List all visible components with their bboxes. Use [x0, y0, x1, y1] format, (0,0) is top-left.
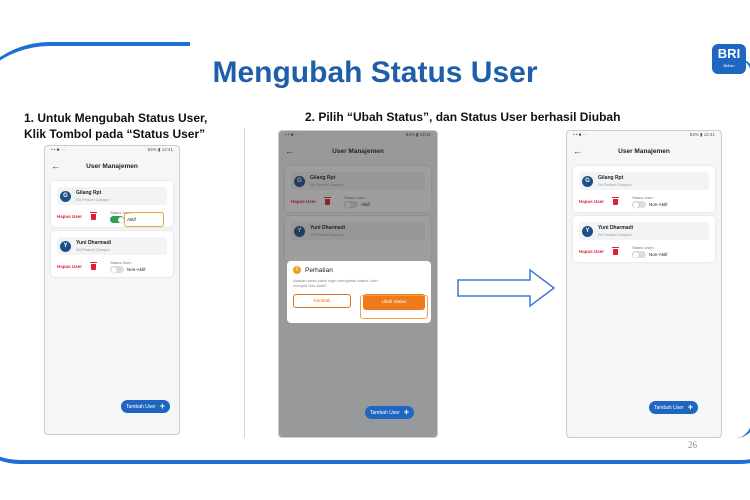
add-user-label: Tambah User: [126, 403, 156, 410]
status-label: Status User :: [344, 195, 368, 200]
slide-title: Mengubah Status User: [212, 56, 538, 89]
step-1-line-1: 1. Untuk Mengubah Status User,: [24, 111, 208, 125]
status-text: Aktif: [127, 217, 136, 222]
user-name: Gilang Rpt: [76, 190, 102, 196]
user-role: Sri Pedoel Campur: [598, 232, 632, 237]
user-name: Yuni Dharmadi: [598, 225, 634, 231]
app-bar: [567, 140, 721, 162]
user-info: [57, 237, 167, 255]
user-info: [57, 187, 167, 205]
add-user-button[interactable]: [649, 401, 698, 414]
trash-icon[interactable]: [91, 264, 96, 270]
status-toggle[interactable]: [110, 266, 124, 273]
user-card: [573, 216, 715, 262]
trash-icon[interactable]: [91, 214, 96, 220]
add-user-label: Tambah User: [654, 404, 684, 411]
cancel-button[interactable]: Kembali: [293, 294, 351, 308]
status-right: 84% ▮ 14:41: [405, 132, 431, 137]
status-left: • • ■ ···: [285, 132, 300, 137]
back-arrow-icon[interactable]: ←: [285, 146, 294, 156]
user-card: [573, 166, 715, 212]
add-user-button[interactable]: [121, 400, 170, 413]
status-toggle[interactable]: [632, 201, 646, 208]
user-role: Sri Pedoel Campur: [310, 182, 344, 187]
step-2-instruction: 2. Pilih “Ubah Status”, dan Status User berhasil Diubah: [305, 110, 621, 124]
warning-icon: !: [293, 266, 301, 274]
avatar: Y: [60, 241, 71, 252]
delete-user-button[interactable]: Hapus User: [291, 199, 317, 204]
avatar: Y: [582, 226, 593, 237]
divider: [244, 128, 245, 438]
user-role: Sri Pedoel Campur: [76, 247, 110, 252]
back-arrow-icon[interactable]: ←: [51, 161, 60, 171]
phone-screen-3: [566, 130, 722, 438]
status-label: Status User :: [110, 260, 134, 265]
page-number: 26: [688, 440, 697, 450]
status-text: Non-Aktif: [127, 267, 146, 272]
add-user-button[interactable]: [365, 406, 414, 419]
change-status-button[interactable]: Ubah Status: [363, 294, 425, 310]
avatar: G: [582, 176, 593, 187]
logo-subtext: Brilian: [723, 63, 735, 68]
user-info: [579, 222, 709, 240]
status-bar: [567, 131, 721, 140]
status-bar: [45, 146, 179, 155]
phone-screen-2: [278, 130, 438, 438]
toggle-highlight: [124, 212, 164, 227]
add-user-label: Tambah User: [370, 409, 400, 416]
app-bar: [45, 155, 179, 177]
phone-screen-1: [44, 145, 180, 435]
step-1-line-2: Klik Tombol pada “Status User”: [24, 127, 206, 141]
avatar: G: [60, 191, 71, 202]
user-role: Sri Pedoel Campur: [598, 182, 632, 187]
status-right: 84% ▮ 14:41: [689, 132, 715, 137]
user-name: Gilang Rpt: [310, 175, 336, 181]
back-arrow-icon[interactable]: ←: [573, 146, 582, 156]
status-text: Non-Aktif: [649, 252, 668, 257]
status-left: • • ■ ···: [51, 147, 66, 152]
status-label: Status User :: [632, 195, 656, 200]
plus-icon: +: [159, 401, 165, 411]
user-name: Gilang Rpt: [598, 175, 624, 181]
plus-icon: +: [687, 402, 693, 412]
trash-icon[interactable]: [613, 249, 618, 255]
dialog-title: Perhatian: [305, 266, 333, 274]
logo-text: BRI: [717, 46, 741, 61]
status-text: Aktif: [361, 202, 370, 207]
user-name: Yuni Dharmadi: [76, 240, 112, 246]
status-label: Status User :: [632, 245, 656, 250]
user-card: [51, 181, 173, 227]
status-right: 84% ▮ 14:41: [147, 147, 173, 152]
user-role: Sri Pedoel Campur: [310, 232, 344, 237]
status-left: • • ■ ···: [573, 132, 588, 137]
trash-icon[interactable]: [613, 199, 618, 205]
user-role: Sri Pedoel Campur: [76, 197, 110, 202]
right-arrow-icon: [456, 268, 556, 308]
status-toggle[interactable]: [110, 216, 124, 223]
delete-user-button[interactable]: Hapus User: [57, 264, 83, 269]
delete-user-button[interactable]: Hapus User: [57, 214, 83, 219]
app-title: User Manajemen: [618, 147, 670, 155]
user-info: [579, 172, 709, 190]
app-title: User Manajemen: [332, 147, 384, 155]
dialog-message: Apakah anda yakin ingin mengubah status User menjadi Non-Aktif?: [293, 278, 378, 288]
avatar: Y: [294, 226, 305, 237]
status-label: Status User :: [110, 210, 134, 215]
decorative-curve: [736, 58, 750, 438]
status-text: Non-Aktif: [649, 202, 668, 207]
plus-icon: +: [403, 407, 409, 417]
delete-user-button[interactable]: Hapus User: [579, 249, 605, 254]
confirm-highlight: [360, 295, 428, 319]
step-1-instruction: [24, 110, 207, 142]
status-toggle[interactable]: [632, 251, 646, 258]
app-title: User Manajemen: [86, 162, 138, 170]
user-card: [51, 231, 173, 277]
user-name: Yuni Dharmadi: [310, 225, 346, 231]
delete-user-button[interactable]: Hapus User: [579, 199, 605, 204]
avatar: G: [294, 176, 305, 187]
